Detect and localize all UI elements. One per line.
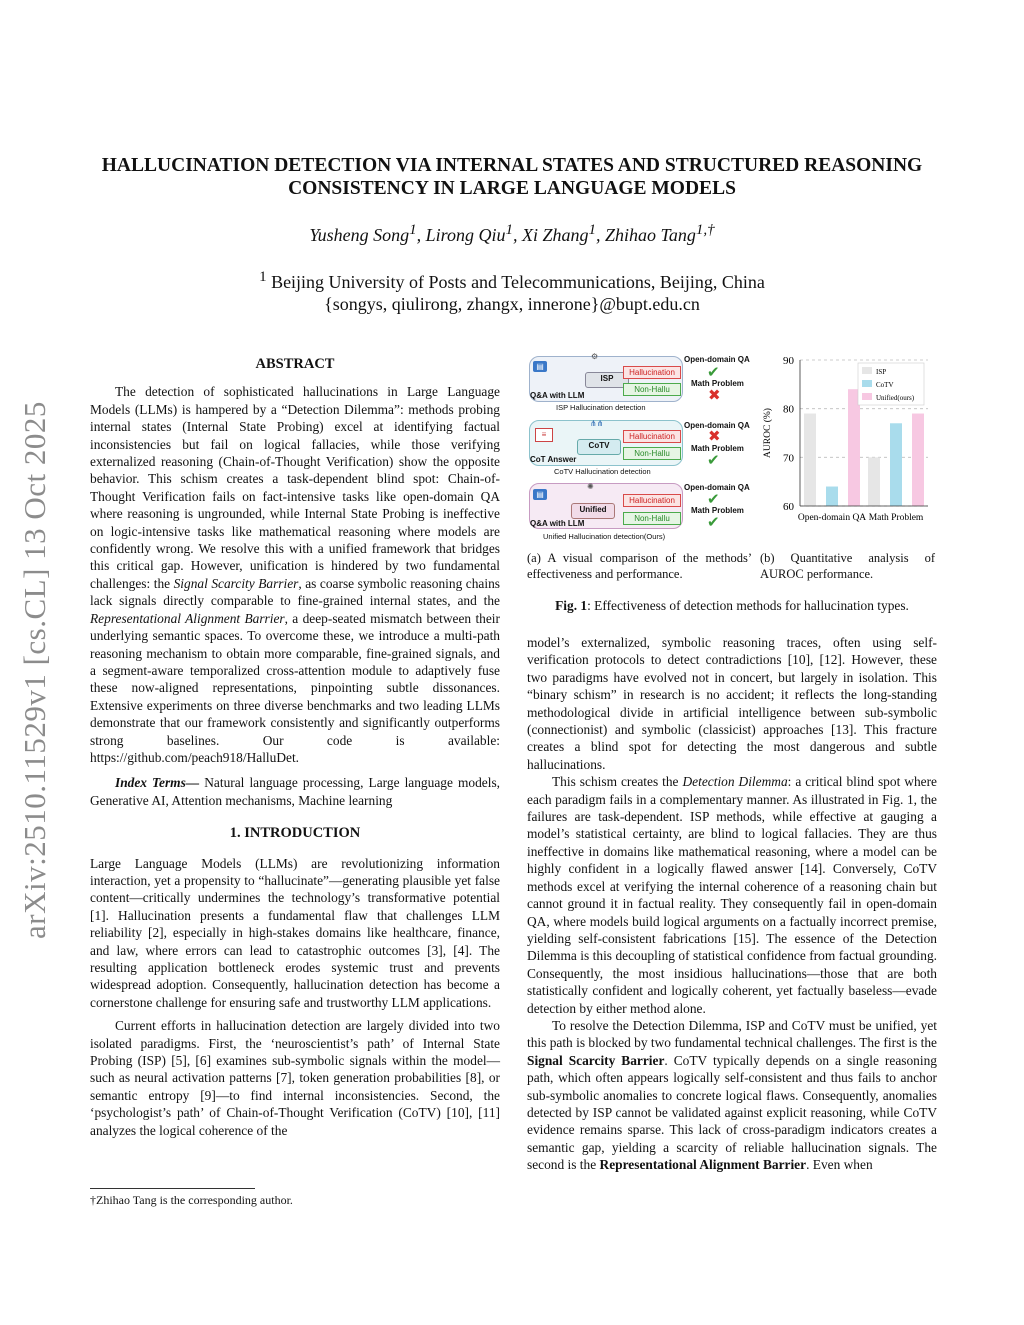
non-hallu-box: Non-Hallu [623,512,681,525]
intro-heading: 1. INTRODUCTION [229,825,361,842]
legend-swatch [862,393,872,400]
cotv-method-box: CoTV [577,439,621,455]
title-line-2: CONSISTENCY IN LARGE LANGUAGE MODELS [288,178,736,199]
tree-icon: ⋔⋔ [590,419,604,428]
left-column [90,356,500,1139]
y-tick-label: 90 [783,355,794,367]
task-math-problem: Math Problem [691,506,744,515]
title-line-1: HALLUCINATION DETECTION VIA INTERNAL STATES AND STRUCTURED REASONING [101,155,923,176]
author-name: Zhihao Tang [605,225,696,245]
panel-caption: ISP Hallucination detection [556,403,646,412]
legend-swatch [862,367,872,374]
legend-label: ISP [876,368,887,376]
task-math-problem: Math Problem [691,444,744,453]
y-tick-label: 60 [783,501,794,513]
intro-paragraph-1: Large Language Models (LLMs) are revolutionizing information interaction, yet a propensity to “hallucinate”—generating plausible yet false content—critically undermines the technology’s transformative potential [1]. Hallucination presents a fundamental flaw that challenges LLM reliability [2], especially in high-stakes domains like healthcare, finance, and law, where errors can lead to catastrophic outcomes [3], [4]. The resulting application bottleneck erodes systemic trust and prevents widespread adoption. Consequently, hallucination detection has become a cornerstone challenge for ensuring safe and trustworthy LLM applications. [90,855,500,1010]
chat-icon: ▤ [533,489,547,500]
model-icon: ⚙ [591,352,599,361]
abstract-text: The detection of sophisticated hallucinations in Large Language Models (LLMs) is hampered by a “Detection Dilemma”: methods probing internal states (Internal State Probing) excel at identifying factual inconsistencies but fail on logical fallacies, while those verifying externalized reasoning (Chain-of-Thought Verification) show the opposite behavior. This schism creates a task-dependent blind spot: Chain-of-Thought Verification fails on fact-intensive tasks like open-domain QA where reasoning is ungrounded, while Internal State Probing is ineffective on logic-intensive tasks like mathematical reasoning where models are confidently wrong. We resolve this with a unified framework that bridges this critical gap. However, unification is hindered by two fundamental challenges: the Signal Scarcity Barrier, as coarse symbolic reasoning chains lack signals directly comparable to fine-grained internal states, and the Representational Alignment Barrier, a deep-seated mismatch between their underlying semantic spaces. To overcome these, we introduce a multi-path reasoning mechanism to obtain more comparable, fine-grained signals, and a segment-aware temporalized cross-attention module to adaptively fuse these now-aligned representations, pinpointing subtle dissonances. Extensive experiments on three diverse benchmarks and two leading LLMs demonstrate that our framework consistently and significantly outperforms strong baselines. Our code is available: https://github.com/peach918/HalluDet. [90,384,500,765]
author-name: Yusheng Song [309,225,410,245]
affiliation: Beijing University of Posts and Telecommunications, Beijing, China [271,272,765,292]
right-paragraph-2: This schism creates the Detection Dilemma: a critical blind spot where each paradigm fails in a complementary manner. As illustrated in Fig. 1, the failures are task-dependent. ISP methods, while effective at gauging a model’s statistical certainty, are blind to logical fallacies. They are thus ineffective in domains like mathematical reasoning, where a model can be highly confident in a logically flawed answer [14]. Conversely, CoTV methods excel at verifying the internal coherence of a reasoning chain but cannot ground it in factual reality. They consequently fail in open-domain QA, where models build logical arguments on a factually incorrect premise, yielding self-consistent fabrications [15]. The essence of the Detection Dilemma is this decoupling of statistical confidence from factual grounding. Consequently, the most insidious hallucinations—those that are both statistically confident and logically coherent, yet factually baseless—evade detection by either method alone. [527,774,937,1016]
bar-isp-1 [868,457,880,506]
affiliation-sup: 1 [259,269,267,285]
hallucination-box: Hallucination [623,366,681,379]
chat-icon: ▤ [533,361,547,372]
author-sup: 1,† [695,222,715,238]
input-label: Q&A with LLM [530,391,585,400]
bar-unifiedours-0 [848,389,860,506]
document-icon: ≡ [535,428,553,442]
check-icon: ✔ [707,513,720,531]
bar-cotv-1 [890,423,902,506]
check-icon: ✔ [707,363,720,381]
subcaption-b: (b) Quantitative analysis of AUROC performance. [760,551,935,581]
index-terms: Index Terms— Natural language processing, Large language models, Generative AI, Attention mechanisms, Machine learning [90,775,501,808]
author-sup: 1 [588,222,597,238]
right-column [527,634,937,1174]
figure-caption: Fig. 1: Effectiveness of detection methods for hallucination types. [555,598,909,613]
footnote-rule [90,1188,255,1189]
right-paragraph-1: model’s externalized, symbolic reasoning traces, often using self-verification protocols to detect contradictions [10], [12]. However, these two paradigms have evolved not in concert, but largely in isolation. This “binary schism” in research is no accident; it reflects the long-standing methodological divide in artificial intelligence between sub-symbolic (connectionist) and symbolic (classicist) approaches [13]. This fracture creates a blind spot for detecting the most dangerous and subtle hallucinations. [527,635,937,772]
task-open-domain-qa: Open-domain QA [684,421,750,430]
task-math-problem: Math Problem [691,379,744,388]
cross-icon: ✖ [708,427,721,445]
isp-method-box: ISP [585,372,629,388]
abstract-heading: ABSTRACT [255,356,335,372]
figure-a [527,352,759,542]
y-axis-label: AUROC (%) [763,408,773,458]
hallucination-box: Hallucination [623,430,681,443]
task-open-domain-qa: Open-domain QA [684,483,750,492]
cross-icon: ✖ [708,386,721,404]
author-name: Lirong Qiu [425,225,506,245]
input-label: CoT Answer [530,455,577,464]
unified-method-box: Unified [571,503,615,519]
brain-icon: ✺ [587,482,594,491]
panel-caption: Unified Hallucination detection(Ours) [543,532,666,541]
y-tick-label: 70 [783,452,794,465]
affiliation-block [80,266,944,315]
author-sup: 1 [505,222,514,238]
legend-swatch [862,380,872,387]
hallucination-box: Hallucination [623,494,681,507]
legend-label: Unified(ours) [876,394,915,402]
x-tick-label: Open-domain QA [797,513,867,523]
author-name: Xi Zhang [522,225,589,245]
bar-unifiedours-1 [912,414,924,506]
bar-isp-0 [804,414,816,506]
author-list: Yusheng Song$^1$, Lirong Qiu$^1$, Xi Zhang$^1$, Zhihao Tang$^{1,\dagger}$ [309,222,715,245]
subcaption-a: (a) A visual comparison of the methods’ effectiveness and performance. [527,551,752,581]
author-emails: {songys, qiulirong, zhangx, innerone}@bupt.edu.cn [324,294,700,314]
legend-label: CoTV [876,381,894,389]
right-paragraph-3: To resolve the Detection Dilemma, ISP and CoTV must be unified, yet this path is blocked by two fundamental technical challenges. The first is the Signal Scarcity Barrier. CoTV typically depends on a single reasoning path, which often appears logically self-consistent and thus fails to anchor sub-symbolic anomalies to concrete logical flaws. Consequently, anomalies detected by ISP cannot be validated against explicit reasoning, while CoTV evidence remains sparse. This lack of cross-paradigm indicators creates a semantic gap, yielding a scarcity of reliable hallucination signals. The second is the Representational Alignment Barrier. Even when [527,1017,937,1173]
non-hallu-box: Non-Hallu [623,447,681,460]
arxiv-identifier: arXiv:2510.11529v1 [cs.CL] 13 Oct 2025 [17,401,52,939]
non-hallu-box: Non-Hallu [623,383,681,396]
y-tick-label: 80 [783,403,794,416]
check-icon: ✔ [707,490,720,508]
input-label: Q&A with LLM [530,519,585,528]
task-open-domain-qa: Open-domain QA [684,355,750,364]
bar-cotv-0 [826,487,838,506]
auroc-chart [758,350,938,535]
panel-caption: CoTV Hallucination detection [554,467,651,476]
check-icon: ✔ [707,451,720,469]
footnote: †Zhihao Tang is the corresponding author. [90,1193,293,1207]
author-sup: 1 [409,222,417,238]
x-tick-label: Math Problem [868,513,924,523]
intro-paragraph-2: Current efforts in hallucination detection are largely divided into two isolated paradigms. First, the ‘neuroscientist’s path’ of Internal State Probing (ISP) [5], [6] examines sub-symbolic signals within the model—such as neural activation patterns [7], token generation probabilities [8], or semantic entropy [9]—to find internal inconsistencies. Second, the ‘psychologist’s path’ of Chain-of-Thought Verification (CoTV) [10], [11] analyzes the logical coherence of the [90,1018,500,1138]
paper-title [80,154,944,200]
